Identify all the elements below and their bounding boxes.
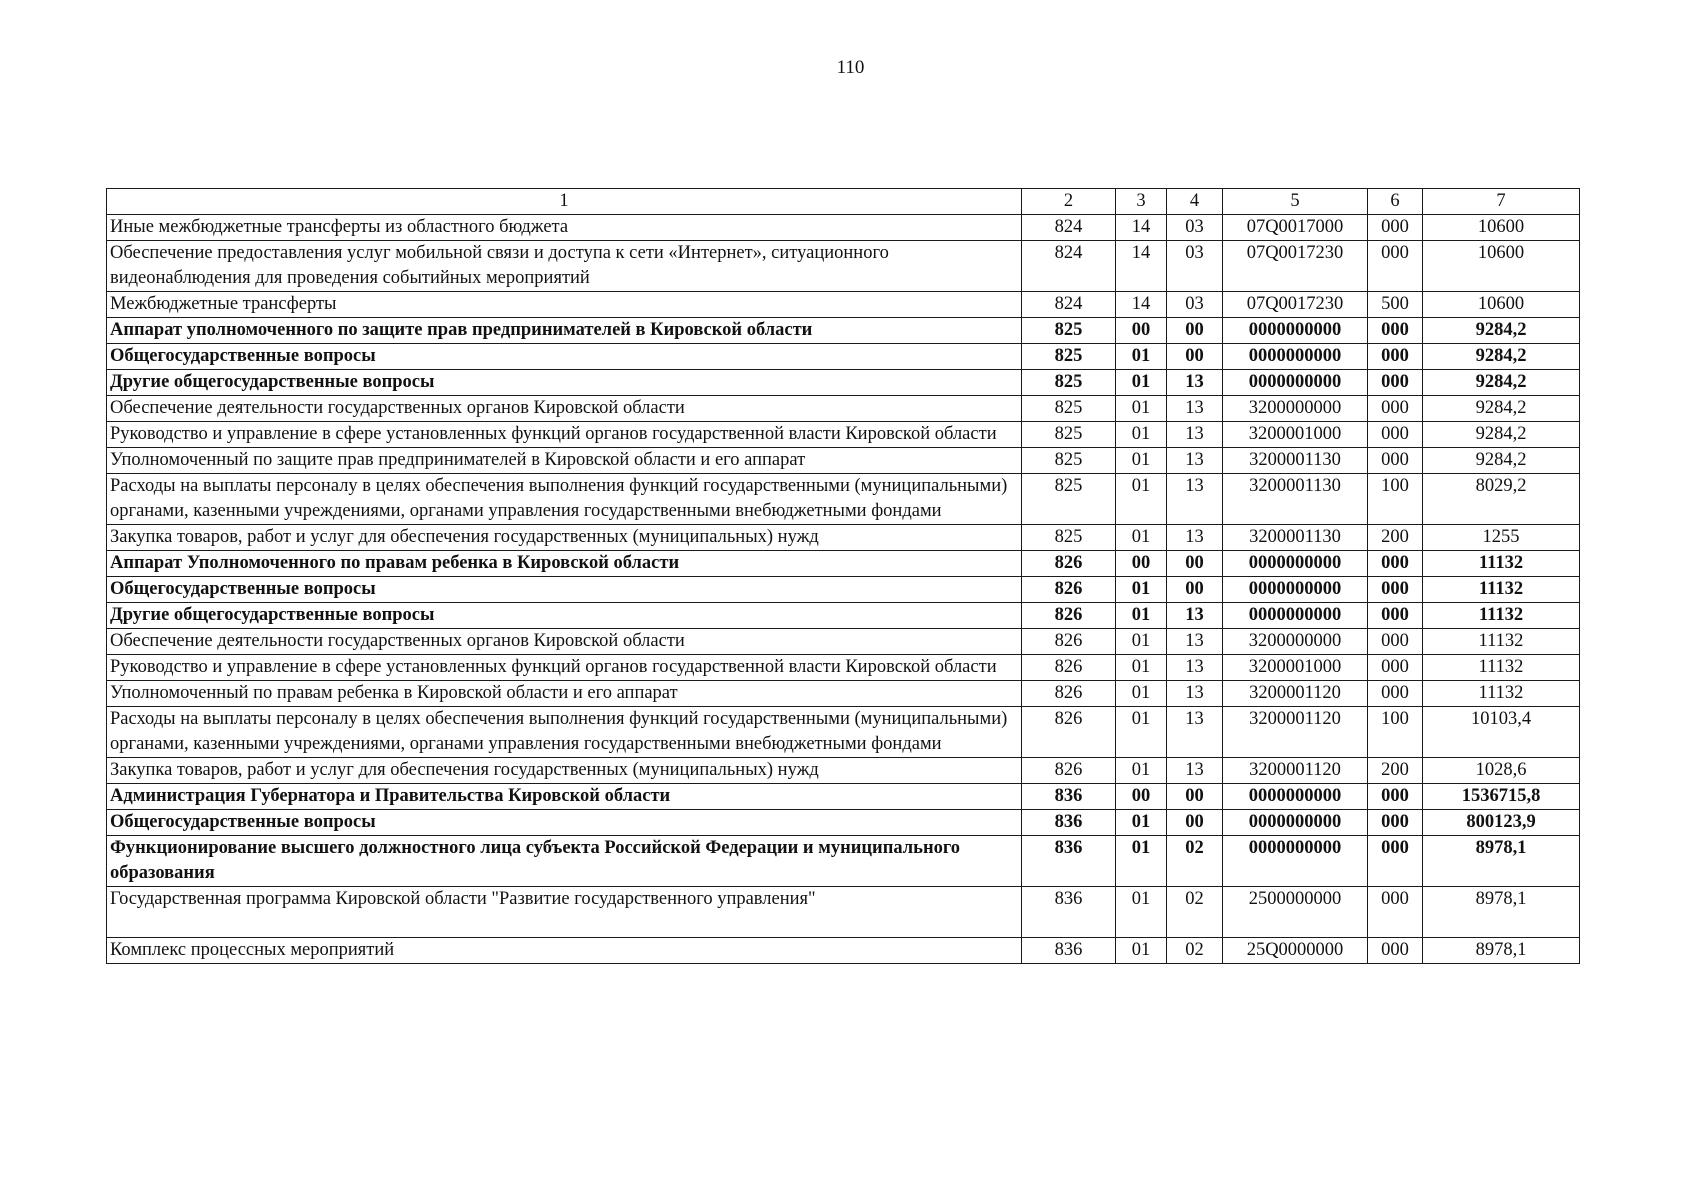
column-header-6: 6 xyxy=(1368,189,1423,215)
row-code-4-cell: 13 xyxy=(1167,396,1223,422)
row-code-3-cell: 01 xyxy=(1116,370,1167,396)
row-code-6-cell: 000 xyxy=(1368,344,1423,370)
row-name-cell: Аппарат Уполномоченного по правам ребенка в Кировской области xyxy=(107,551,1022,577)
table-row xyxy=(107,758,1580,784)
row-name-cell: Другие общегосударственные вопросы xyxy=(107,603,1022,629)
row-code-2-cell: 825 xyxy=(1022,318,1116,344)
row-code-2-cell: 824 xyxy=(1022,215,1116,241)
row-code-4-cell: 02 xyxy=(1167,887,1223,938)
row-code-6-cell: 000 xyxy=(1368,318,1423,344)
row-code-4-cell: 00 xyxy=(1167,344,1223,370)
table-row xyxy=(107,396,1580,422)
row-name-cell: Аппарат уполномоченного по защите прав предпринимателей в Кировской области xyxy=(107,318,1022,344)
row-name-cell: Обеспечение деятельности государственных органов Кировской области xyxy=(107,629,1022,655)
row-code-5-cell: 3200001130 xyxy=(1223,448,1368,474)
row-code-3-cell: 14 xyxy=(1116,292,1167,318)
row-code-6-cell: 000 xyxy=(1368,938,1423,964)
table-row xyxy=(107,215,1580,241)
row-amount-cell: 11132 xyxy=(1423,655,1580,681)
row-code-5-cell: 3200000000 xyxy=(1223,629,1368,655)
row-amount-cell: 11132 xyxy=(1423,551,1580,577)
row-code-4-cell: 03 xyxy=(1167,292,1223,318)
row-code-4-cell: 00 xyxy=(1167,577,1223,603)
row-code-4-cell: 00 xyxy=(1167,784,1223,810)
row-code-6-cell: 500 xyxy=(1368,292,1423,318)
row-code-5-cell: 3200000000 xyxy=(1223,396,1368,422)
row-code-2-cell: 824 xyxy=(1022,292,1116,318)
table-row xyxy=(107,344,1580,370)
row-code-4-cell: 13 xyxy=(1167,758,1223,784)
row-code-6-cell: 000 xyxy=(1368,215,1423,241)
row-code-4-cell: 13 xyxy=(1167,474,1223,525)
table-row xyxy=(107,681,1580,707)
row-name-cell: Обеспечение предоставления услуг мобильной связи и доступа к сети «Интернет», ситуационного видеонаблюдения для проведения событийных мероприятий xyxy=(107,241,1022,292)
row-code-4-cell: 03 xyxy=(1167,215,1223,241)
column-header-4: 4 xyxy=(1167,189,1223,215)
row-code-6-cell: 000 xyxy=(1368,603,1423,629)
row-amount-cell: 11132 xyxy=(1423,629,1580,655)
row-name-cell: Комплекс процессных мероприятий xyxy=(107,938,1022,964)
row-code-4-cell: 13 xyxy=(1167,603,1223,629)
table-row xyxy=(107,655,1580,681)
row-code-3-cell: 01 xyxy=(1116,810,1167,836)
row-code-4-cell: 13 xyxy=(1167,370,1223,396)
row-code-5-cell: 0000000000 xyxy=(1223,551,1368,577)
row-name-cell: Межбюджетные трансферты xyxy=(107,292,1022,318)
row-code-3-cell: 01 xyxy=(1116,577,1167,603)
column-header-5: 5 xyxy=(1223,189,1368,215)
row-code-6-cell: 000 xyxy=(1368,655,1423,681)
table-body xyxy=(107,215,1580,964)
row-name-cell: Обеспечение деятельности государственных органов Кировской области xyxy=(107,396,1022,422)
row-code-5-cell: 0000000000 xyxy=(1223,577,1368,603)
row-name-cell: Другие общегосударственные вопросы xyxy=(107,370,1022,396)
table-row xyxy=(107,241,1580,292)
row-name-cell: Общегосударственные вопросы xyxy=(107,577,1022,603)
row-code-5-cell: 07Q0017230 xyxy=(1223,292,1368,318)
row-code-6-cell: 000 xyxy=(1368,629,1423,655)
row-code-5-cell: 25Q0000000 xyxy=(1223,938,1368,964)
row-code-2-cell: 836 xyxy=(1022,887,1116,938)
row-code-3-cell: 01 xyxy=(1116,603,1167,629)
row-amount-cell: 10600 xyxy=(1423,215,1580,241)
row-code-5-cell: 3200001120 xyxy=(1223,707,1368,758)
row-code-4-cell: 02 xyxy=(1167,938,1223,964)
row-code-6-cell: 000 xyxy=(1368,370,1423,396)
table-row xyxy=(107,525,1580,551)
table-row xyxy=(107,836,1580,887)
row-code-4-cell: 13 xyxy=(1167,629,1223,655)
table-row xyxy=(107,370,1580,396)
table-row xyxy=(107,938,1580,964)
row-code-2-cell: 826 xyxy=(1022,655,1116,681)
row-amount-cell: 9284,2 xyxy=(1423,344,1580,370)
row-name-cell: Расходы на выплаты персоналу в целях обеспечения выполнения функций государственными (муниципальными) органами, казенными учреждениями, органами управления государственными внебюджетными фондами xyxy=(107,707,1022,758)
row-code-3-cell: 01 xyxy=(1116,707,1167,758)
row-code-4-cell: 00 xyxy=(1167,810,1223,836)
table-row xyxy=(107,551,1580,577)
row-name-cell: Руководство и управление в сфере установленных функций органов государственной власти Кировской области xyxy=(107,422,1022,448)
row-name-cell: Иные межбюджетные трансферты из областного бюджета xyxy=(107,215,1022,241)
row-code-2-cell: 826 xyxy=(1022,681,1116,707)
column-header-1: 1 xyxy=(107,189,1022,215)
table-row xyxy=(107,448,1580,474)
row-code-2-cell: 826 xyxy=(1022,603,1116,629)
row-name-cell: Расходы на выплаты персоналу в целях обеспечения выполнения функций государственными (муниципальными) органами, казенными учреждениями, органами управления государственными внебюджетными фондами xyxy=(107,474,1022,525)
row-amount-cell: 11132 xyxy=(1423,681,1580,707)
row-code-2-cell: 824 xyxy=(1022,241,1116,292)
row-name-cell: Закупка товаров, работ и услуг для обеспечения государственных (муниципальных) нужд xyxy=(107,758,1022,784)
row-code-6-cell: 000 xyxy=(1368,681,1423,707)
row-amount-cell: 9284,2 xyxy=(1423,396,1580,422)
row-name-cell: Общегосударственные вопросы xyxy=(107,344,1022,370)
row-name-cell: Руководство и управление в сфере установленных функций органов государственной власти Кировской области xyxy=(107,655,1022,681)
row-name-cell: Функционирование высшего должностного лица субъекта Российской Федерации и муниципального образования xyxy=(107,836,1022,887)
row-code-6-cell: 000 xyxy=(1368,551,1423,577)
row-code-6-cell: 000 xyxy=(1368,448,1423,474)
row-code-5-cell: 3200001000 xyxy=(1223,422,1368,448)
row-code-4-cell: 13 xyxy=(1167,707,1223,758)
row-code-5-cell: 3200001130 xyxy=(1223,525,1368,551)
row-amount-cell: 8978,1 xyxy=(1423,836,1580,887)
row-code-2-cell: 825 xyxy=(1022,525,1116,551)
table-row xyxy=(107,887,1580,938)
row-code-3-cell: 01 xyxy=(1116,629,1167,655)
row-code-3-cell: 14 xyxy=(1116,241,1167,292)
row-name-cell: Уполномоченный по правам ребенка в Кировской области и его аппарат xyxy=(107,681,1022,707)
row-code-6-cell: 000 xyxy=(1368,887,1423,938)
row-amount-cell: 1255 xyxy=(1423,525,1580,551)
row-code-3-cell: 01 xyxy=(1116,448,1167,474)
table-row xyxy=(107,292,1580,318)
row-code-4-cell: 13 xyxy=(1167,422,1223,448)
table-header-row xyxy=(107,189,1580,215)
row-name-cell: Общегосударственные вопросы xyxy=(107,810,1022,836)
row-code-5-cell: 3200001130 xyxy=(1223,474,1368,525)
row-code-4-cell: 00 xyxy=(1167,318,1223,344)
row-code-5-cell: 07Q0017000 xyxy=(1223,215,1368,241)
row-code-3-cell: 01 xyxy=(1116,525,1167,551)
row-code-2-cell: 836 xyxy=(1022,836,1116,887)
table-row xyxy=(107,577,1580,603)
table-row xyxy=(107,784,1580,810)
row-code-6-cell: 000 xyxy=(1368,836,1423,887)
row-amount-cell: 11132 xyxy=(1423,603,1580,629)
row-amount-cell: 9284,2 xyxy=(1423,318,1580,344)
row-code-3-cell: 01 xyxy=(1116,758,1167,784)
row-name-cell: Государственная программа Кировской области "Развитие государственного управления" xyxy=(107,887,1022,938)
row-code-4-cell: 13 xyxy=(1167,525,1223,551)
row-amount-cell: 9284,2 xyxy=(1423,422,1580,448)
row-code-2-cell: 826 xyxy=(1022,629,1116,655)
page-number: 110 xyxy=(836,57,865,78)
row-amount-cell: 9284,2 xyxy=(1423,370,1580,396)
row-code-5-cell: 0000000000 xyxy=(1223,603,1368,629)
row-amount-cell: 1028,6 xyxy=(1423,758,1580,784)
row-code-3-cell: 01 xyxy=(1116,938,1167,964)
row-code-6-cell: 200 xyxy=(1368,525,1423,551)
row-code-2-cell: 836 xyxy=(1022,938,1116,964)
row-code-2-cell: 826 xyxy=(1022,551,1116,577)
row-amount-cell: 10600 xyxy=(1423,292,1580,318)
row-code-5-cell: 0000000000 xyxy=(1223,344,1368,370)
row-code-4-cell: 02 xyxy=(1167,836,1223,887)
row-code-5-cell: 2500000000 xyxy=(1223,887,1368,938)
table-row xyxy=(107,603,1580,629)
row-amount-cell: 8029,2 xyxy=(1423,474,1580,525)
row-code-4-cell: 13 xyxy=(1167,448,1223,474)
row-code-5-cell: 0000000000 xyxy=(1223,370,1368,396)
row-code-3-cell: 01 xyxy=(1116,836,1167,887)
row-code-4-cell: 13 xyxy=(1167,655,1223,681)
row-code-6-cell: 000 xyxy=(1368,396,1423,422)
column-header-7: 7 xyxy=(1423,189,1580,215)
row-code-5-cell: 07Q0017230 xyxy=(1223,241,1368,292)
row-code-2-cell: 826 xyxy=(1022,758,1116,784)
row-code-3-cell: 01 xyxy=(1116,422,1167,448)
column-header-2: 2 xyxy=(1022,189,1116,215)
row-name-cell: Уполномоченный по защите прав предпринимателей в Кировской области и его аппарат xyxy=(107,448,1022,474)
column-header-3: 3 xyxy=(1116,189,1167,215)
row-code-3-cell: 00 xyxy=(1116,318,1167,344)
row-code-3-cell: 01 xyxy=(1116,474,1167,525)
row-code-2-cell: 825 xyxy=(1022,396,1116,422)
row-code-2-cell: 836 xyxy=(1022,810,1116,836)
row-amount-cell: 10600 xyxy=(1423,241,1580,292)
row-code-5-cell: 0000000000 xyxy=(1223,836,1368,887)
row-amount-cell: 800123,9 xyxy=(1423,810,1580,836)
row-code-2-cell: 825 xyxy=(1022,370,1116,396)
row-code-4-cell: 00 xyxy=(1167,551,1223,577)
row-code-6-cell: 000 xyxy=(1368,422,1423,448)
row-amount-cell: 1536715,8 xyxy=(1423,784,1580,810)
row-amount-cell: 8978,1 xyxy=(1423,938,1580,964)
row-code-6-cell: 000 xyxy=(1368,784,1423,810)
row-amount-cell: 8978,1 xyxy=(1423,887,1580,938)
row-code-6-cell: 000 xyxy=(1368,241,1423,292)
row-code-4-cell: 03 xyxy=(1167,241,1223,292)
budget-table xyxy=(106,188,1580,964)
row-code-3-cell: 00 xyxy=(1116,551,1167,577)
row-code-5-cell: 0000000000 xyxy=(1223,318,1368,344)
row-code-3-cell: 01 xyxy=(1116,344,1167,370)
row-code-5-cell: 0000000000 xyxy=(1223,784,1368,810)
row-code-6-cell: 100 xyxy=(1368,707,1423,758)
row-code-2-cell: 836 xyxy=(1022,784,1116,810)
row-name-cell: Закупка товаров, работ и услуг для обеспечения государственных (муниципальных) нужд xyxy=(107,525,1022,551)
table-row xyxy=(107,629,1580,655)
row-code-3-cell: 01 xyxy=(1116,887,1167,938)
row-code-6-cell: 000 xyxy=(1368,810,1423,836)
row-code-5-cell: 0000000000 xyxy=(1223,810,1368,836)
table-row xyxy=(107,810,1580,836)
row-code-4-cell: 13 xyxy=(1167,681,1223,707)
row-code-3-cell: 01 xyxy=(1116,396,1167,422)
row-code-2-cell: 825 xyxy=(1022,422,1116,448)
row-code-6-cell: 100 xyxy=(1368,474,1423,525)
row-code-5-cell: 3200001120 xyxy=(1223,758,1368,784)
row-code-2-cell: 826 xyxy=(1022,577,1116,603)
row-code-2-cell: 825 xyxy=(1022,474,1116,525)
table-row xyxy=(107,474,1580,525)
row-code-2-cell: 825 xyxy=(1022,344,1116,370)
row-code-3-cell: 14 xyxy=(1116,215,1167,241)
row-code-5-cell: 3200001000 xyxy=(1223,655,1368,681)
row-code-6-cell: 200 xyxy=(1368,758,1423,784)
row-code-6-cell: 000 xyxy=(1368,577,1423,603)
row-code-2-cell: 826 xyxy=(1022,707,1116,758)
table-row xyxy=(107,318,1580,344)
row-code-3-cell: 00 xyxy=(1116,784,1167,810)
table-row xyxy=(107,422,1580,448)
row-code-3-cell: 01 xyxy=(1116,681,1167,707)
row-code-5-cell: 3200001120 xyxy=(1223,681,1368,707)
row-name-cell: Администрация Губернатора и Правительства Кировской области xyxy=(107,784,1022,810)
row-code-2-cell: 825 xyxy=(1022,448,1116,474)
row-code-3-cell: 01 xyxy=(1116,655,1167,681)
table-row xyxy=(107,707,1580,758)
row-amount-cell: 11132 xyxy=(1423,577,1580,603)
row-amount-cell: 10103,4 xyxy=(1423,707,1580,758)
row-amount-cell: 9284,2 xyxy=(1423,448,1580,474)
